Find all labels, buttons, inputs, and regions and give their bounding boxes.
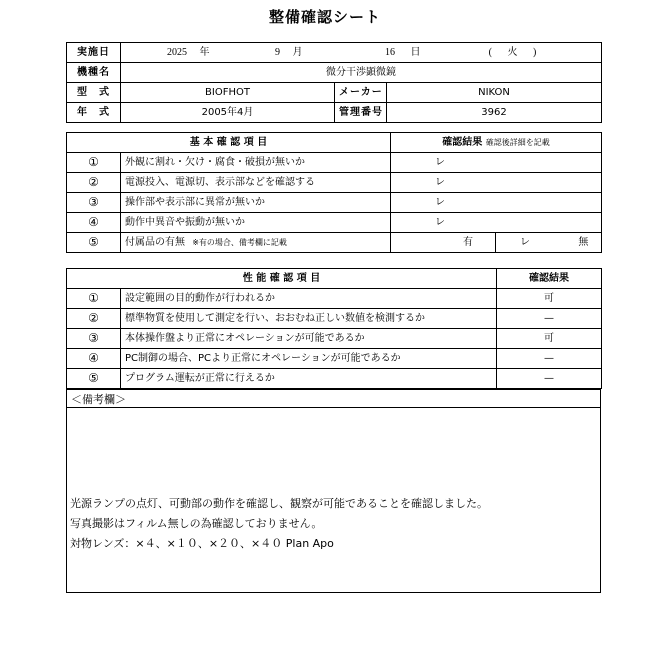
check-mark: レ <box>435 217 446 228</box>
basic-header-item: 基 本 確 認 項 目 <box>67 133 391 153</box>
accessory-yes: 有 <box>391 233 496 253</box>
date-month-unit: 月 <box>292 47 303 58</box>
row-text: PC制御の場合、PCより正常にオペレーションが可能であるか <box>121 349 497 369</box>
row-text <box>121 233 391 253</box>
performance-check-table <box>66 268 602 389</box>
date-value <box>121 43 602 63</box>
row-number: ④ <box>67 213 121 233</box>
accessory-no: 無 <box>578 237 589 248</box>
mgmt-label: 管理番号 <box>335 103 387 123</box>
table-row <box>67 173 602 193</box>
remark-line: 光源ランプの点灯、可動部の動作を確認し、観察が可能であることを確認しました。 <box>70 497 488 510</box>
row-number: ⑤ <box>67 369 121 389</box>
row-number: ① <box>67 289 121 309</box>
date-day-unit: 日 <box>410 47 421 58</box>
remarks-box <box>66 407 601 593</box>
model-row <box>67 83 602 103</box>
row-text: 操作部や表示部に異常が無いか <box>121 193 391 213</box>
remark-line: 写真撮影はフィルム無しの為確認しておりません。 <box>70 517 323 530</box>
row-text: 電源投入、電源切、表示部などを確認する <box>121 173 391 193</box>
basic-header-result <box>391 133 602 153</box>
row-text: 動作中異音や振動が無いか <box>121 213 391 233</box>
row-result: — <box>497 349 602 369</box>
table-row <box>67 309 602 329</box>
row-result: — <box>497 369 602 389</box>
row-result <box>391 173 602 193</box>
row-text: 外観に割れ・欠け・腐食・破損が無いか <box>121 153 391 173</box>
perf-header-result: 確認結果 <box>497 269 602 289</box>
basic-result-title: 確認結果 <box>442 137 483 148</box>
accessory-no-cell <box>496 233 602 253</box>
row-text: 標準物質を使用して測定を行い、おおむね正しい数値を検測するか <box>121 309 497 329</box>
equipment-info-table <box>66 42 602 123</box>
row-result: 可 <box>497 289 602 309</box>
row-number: ③ <box>67 193 121 213</box>
year-label: 年 式 <box>67 103 121 123</box>
date-label: 実施日 <box>67 43 121 63</box>
row-number: ② <box>67 309 121 329</box>
table-row <box>67 153 602 173</box>
table-row <box>67 349 602 369</box>
check-mark: レ <box>520 237 531 248</box>
date-year: 2025 <box>167 47 187 58</box>
accessory-label: 付属品の有無 <box>125 237 185 248</box>
type-row <box>67 63 602 83</box>
row-number: ③ <box>67 329 121 349</box>
model-value: BIOFHOT <box>121 83 335 103</box>
weekday-close: ) <box>533 47 537 58</box>
basic-result-note: 確認後詳細を記載 <box>485 138 550 147</box>
date-row <box>67 43 602 63</box>
row-number: ⑤ <box>67 233 121 253</box>
basic-header-row <box>67 133 602 153</box>
row-number: ② <box>67 173 121 193</box>
table-row <box>67 193 602 213</box>
maker-value: NIKON <box>387 83 602 103</box>
weekday-open: ( <box>488 47 492 58</box>
check-mark: レ <box>435 197 446 208</box>
row-result <box>391 153 602 173</box>
basic-check-table <box>66 132 602 253</box>
table-row <box>67 369 602 389</box>
check-mark: レ <box>435 157 446 168</box>
remark-line: 対物レンズ：×４、×１０、×２０、×４０ Plan Apo <box>70 537 334 550</box>
page-title: 整備確認シート <box>268 8 381 26</box>
type-value: 微分干渉顕微鏡 <box>121 63 602 83</box>
row-number: ① <box>67 153 121 173</box>
type-label: 機種名 <box>67 63 121 83</box>
row-result: — <box>497 309 602 329</box>
mgmt-value: 3962 <box>387 103 602 123</box>
row-result <box>391 193 602 213</box>
remarks-header: ＜備考欄＞ <box>66 389 601 408</box>
row-number: ④ <box>67 349 121 369</box>
model-label: 型 式 <box>67 83 121 103</box>
weekday: 火 <box>507 47 518 58</box>
row-result: 可 <box>497 329 602 349</box>
perf-header-item: 性 能 確 認 項 目 <box>67 269 497 289</box>
row-result <box>391 213 602 233</box>
row-text: 設定範囲の目的動作が行われるか <box>121 289 497 309</box>
year-value: 2005年4月 <box>121 103 335 123</box>
table-row <box>67 213 602 233</box>
accessory-note: ※有の場合、備考欄に記載 <box>192 238 287 247</box>
date-month: 9 <box>275 47 280 58</box>
perf-header-row <box>67 269 602 289</box>
row-text: 本体操作盤より正常にオペレーションが可能であるか <box>121 329 497 349</box>
year-row <box>67 103 602 123</box>
table-row <box>67 289 602 309</box>
maker-label: メーカー <box>335 83 387 103</box>
date-day: 16 <box>385 47 395 58</box>
check-mark: レ <box>435 177 446 188</box>
table-row <box>67 233 602 253</box>
date-year-unit: 年 <box>199 47 210 58</box>
table-row <box>67 329 602 349</box>
row-text: プログラム運転が正常に行えるか <box>121 369 497 389</box>
